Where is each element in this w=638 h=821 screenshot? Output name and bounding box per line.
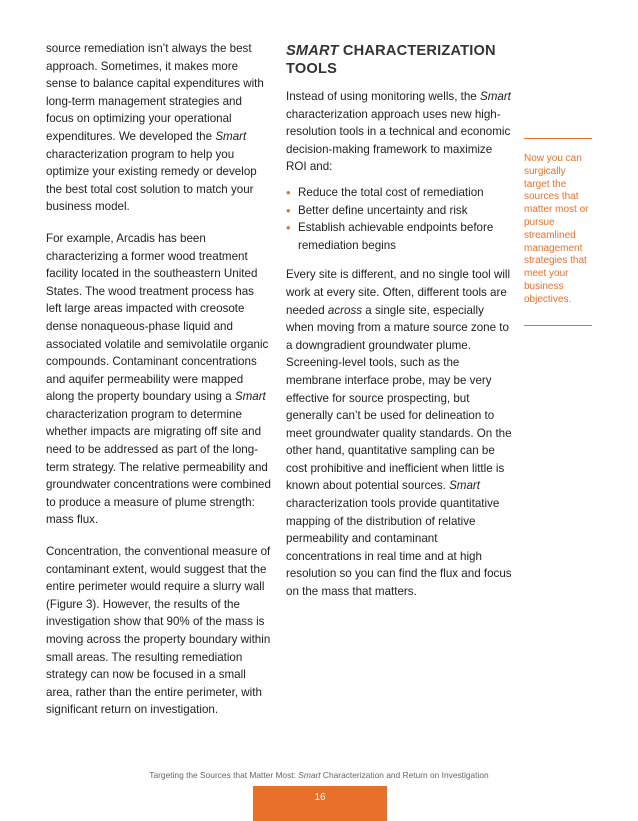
list-item: • Reduce the total cost of remediation <box>286 184 484 200</box>
bullet-icon: • <box>286 202 291 218</box>
pull-quote-text: Now you can surgically target the sources that matter most or pursue streamlined management strategies that meet your business objectives. <box>524 153 589 305</box>
page-number: 16 <box>253 786 387 821</box>
right-paragraph-2: Every site is different, and no single tool will work at every site. Often, different tools are needed across a single site, especially when moving from a mature source zone to a downgradient groundwater plume. Screening-level tools, such as the membrane interface probe, may be very effective for source prospecting, but generally can’t be used for delineation to meet groundwater quality standards. On the other hand, quantitative sampling can be cost prohibitive and inefficient when little is known about potential sources. Smart characterization tools provide quantitative mapping of the distribution of relative permeability and contaminant concentrations in real time and at high resolution so you can find the flux and focus on the mass that matters. <box>286 268 512 599</box>
left-paragraph-2: For example, Arcadis has been characterizing a former wood treatment facility located in the southeastern United States. The wood treatment process has left large areas impacted with creosote dense nonaqueous-phase liquid and associated volatile and semivolatile organic compounds. Contaminant concentrations and aquifer permeability were mapped along the property boundary using a Smart characterization program to determine whether impacts are migrating off site and need to be addressed as part of the long-term strategy. The relative permeability and groundwater concentrations were combined to produce a measure of plume strength: mass flux. <box>46 231 271 527</box>
right-paragraph-1: Instead of using monitoring wells, the Smart characterization approach uses new high-resolution tools in a technical and economic decision-making framework to maximize ROI and: <box>286 90 511 174</box>
left-paragraph-1: source remediation isn’t always the best approach. Sometimes, it makes more sense to balance capital expenditures with long-term management strategies and focus on optimizing your operational expenditures. We developed the Smart characterization program to help you optimize your existing remedy or develop the best total cost solution to match your business model. <box>46 42 264 214</box>
pull-quote <box>524 138 592 326</box>
list-item: • Establish achievable endpoints before remediation begins <box>286 220 494 252</box>
section-heading: SMART CHARACTERIZATION TOOLS <box>286 43 496 77</box>
footer-title: Targeting the Sources that Matter Most: Smart Characterization and Return on Investigation <box>149 770 489 780</box>
benefits-list <box>286 184 512 254</box>
bullet-icon: • <box>286 220 291 236</box>
list-item: • Better define uncertainty and risk <box>286 202 468 218</box>
left-paragraph-3: Concentration, the conventional measure of contaminant extent, would suggest that the entire perimeter would require a slurry wall (Figure 3). However, the results of the investigation show that 90% of the mass is moving across the property boundary within small areas. The resulting remediation strategy can now be focused in a small area, rather than the entire perimeter, with significant return on investigation. <box>46 545 271 717</box>
bullet-icon: • <box>286 184 291 200</box>
left-column <box>46 40 272 733</box>
right-column <box>286 42 512 615</box>
